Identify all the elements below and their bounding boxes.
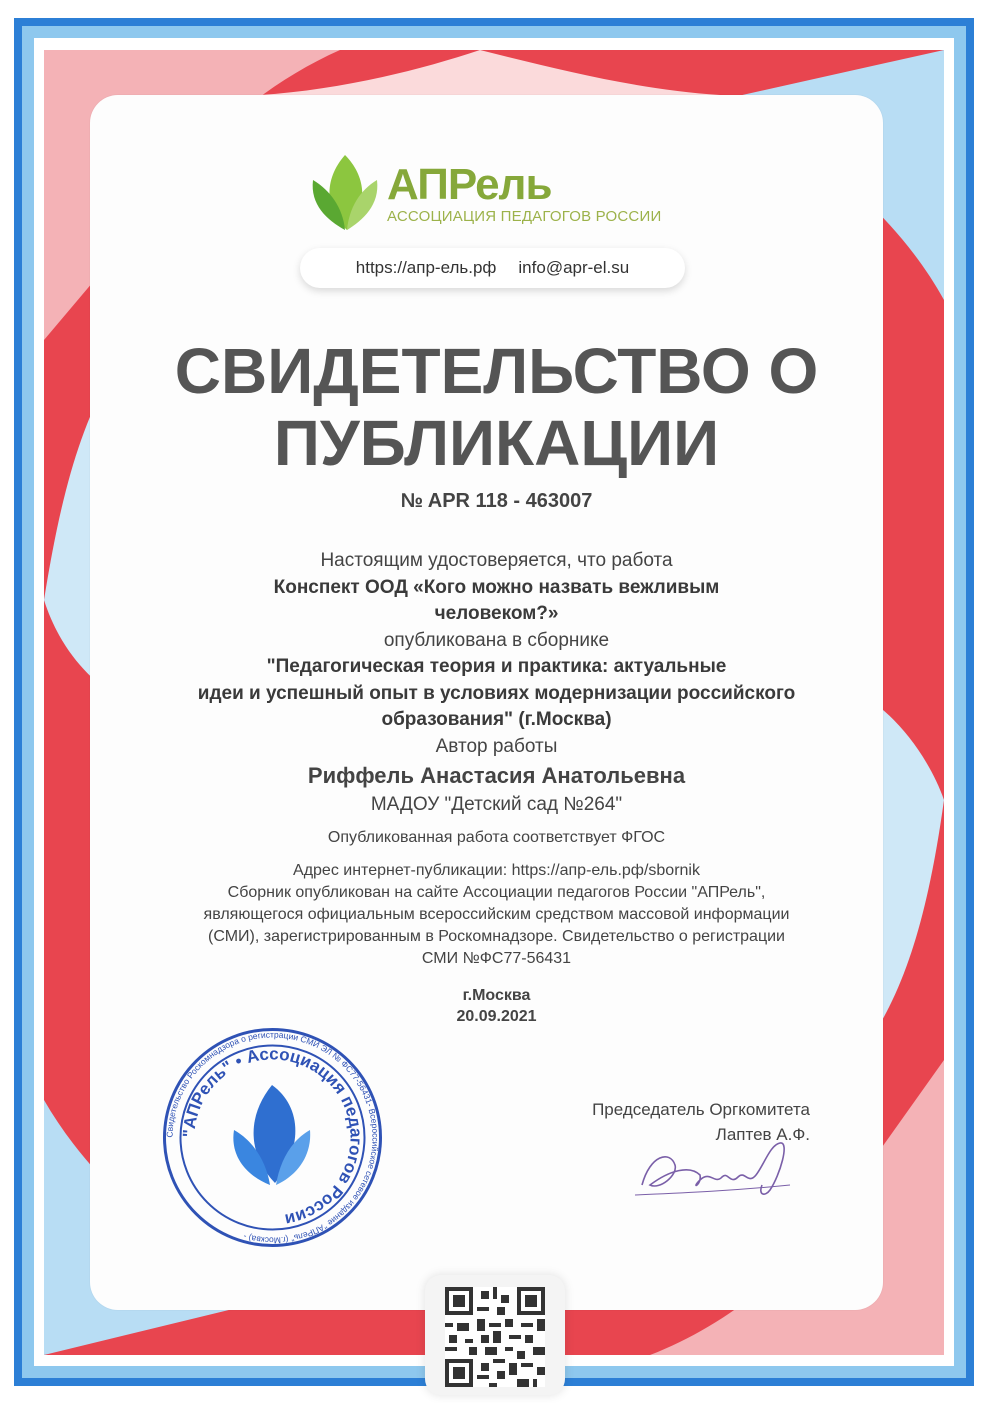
collection-line-3: образования" (г.Москва): [381, 709, 612, 730]
info-line-4: СМИ №ФС77-56431: [421, 950, 572, 967]
address-line: Адрес интернет-публикации: https://апр-ель.рф/sbornik: [293, 862, 700, 879]
logo: [305, 150, 685, 240]
logo-name: АПРель: [387, 160, 552, 209]
author-label: Автор работы: [435, 735, 558, 757]
signatory-role: Председатель Оргкомитета: [592, 1100, 810, 1119]
info-line-2: являющегося официальным всероссийским средством массовой информации: [203, 906, 790, 923]
place-date: [0, 985, 993, 1027]
title-line-1: СВИДЕТЕЛЬСТВО О: [174, 335, 819, 407]
certificate-number: № APR 118 - 463007: [400, 490, 593, 512]
info-line-1: Сборник опубликован на сайте Ассоциации педагогов России "АПРель",: [227, 884, 766, 901]
qr-code-icon[interactable]: [445, 1287, 545, 1387]
email-link[interactable]: info@apr-el.su: [518, 258, 630, 277]
fgos-note: Опубликованная работа соответствует ФГОС: [327, 828, 666, 846]
collection-line-2: идеи и успешный опыт в условиях модернизации российского: [197, 682, 796, 704]
city: г.Москва: [462, 987, 531, 1004]
title-line-2: ПУБЛИКАЦИИ: [273, 407, 720, 479]
intro-text: Настоящим удостоверяется, что работа: [320, 550, 673, 571]
leaf-icon: [305, 150, 385, 235]
stamp-outer-text: Свидетельство Роскомнадзора о регистрации СМИ ЭЛ № ФС77-56431- Всероссийское сетевое издание "АПРель" (г.Москва) -: [164, 1029, 381, 1246]
signatory-name: Лаптев А.Ф.: [715, 1125, 810, 1144]
contacts-bar: [300, 248, 685, 288]
published-in-text: опубликована в сборнике: [383, 629, 610, 651]
date: 20.09.2021: [456, 1008, 537, 1025]
certificate-body: [130, 548, 863, 849]
publication-info: [120, 860, 873, 970]
organization-stamp: [160, 1025, 385, 1250]
collection-line-1: "Педагогическая теория и практика: актуальные: [266, 656, 727, 677]
certificate-title: [0, 335, 993, 479]
logo-subtitle: АССОЦИАЦИЯ ПЕДАГОГОВ РОССИИ: [387, 208, 662, 225]
work-title-line-1: Конспект ООД «Кого можно назвать вежливым: [273, 576, 720, 598]
author-name: Риффель Анастасия Анатольевна: [307, 763, 686, 788]
stamp-inner-text: "АПРель" • Ассоциация педагогов России: [179, 1044, 366, 1230]
website-link[interactable]: https://апр-ель.рф: [355, 258, 497, 277]
qr-container: [425, 1275, 565, 1395]
info-line-3: (СМИ), зарегистрированным в Роскомнадзоре. Свидетельство о регистрации: [207, 928, 785, 945]
work-title-line-2: человеком?»: [434, 603, 559, 624]
organization: МАДОУ "Детский сад №264": [370, 794, 623, 815]
handwritten-signature: [630, 1135, 800, 1205]
